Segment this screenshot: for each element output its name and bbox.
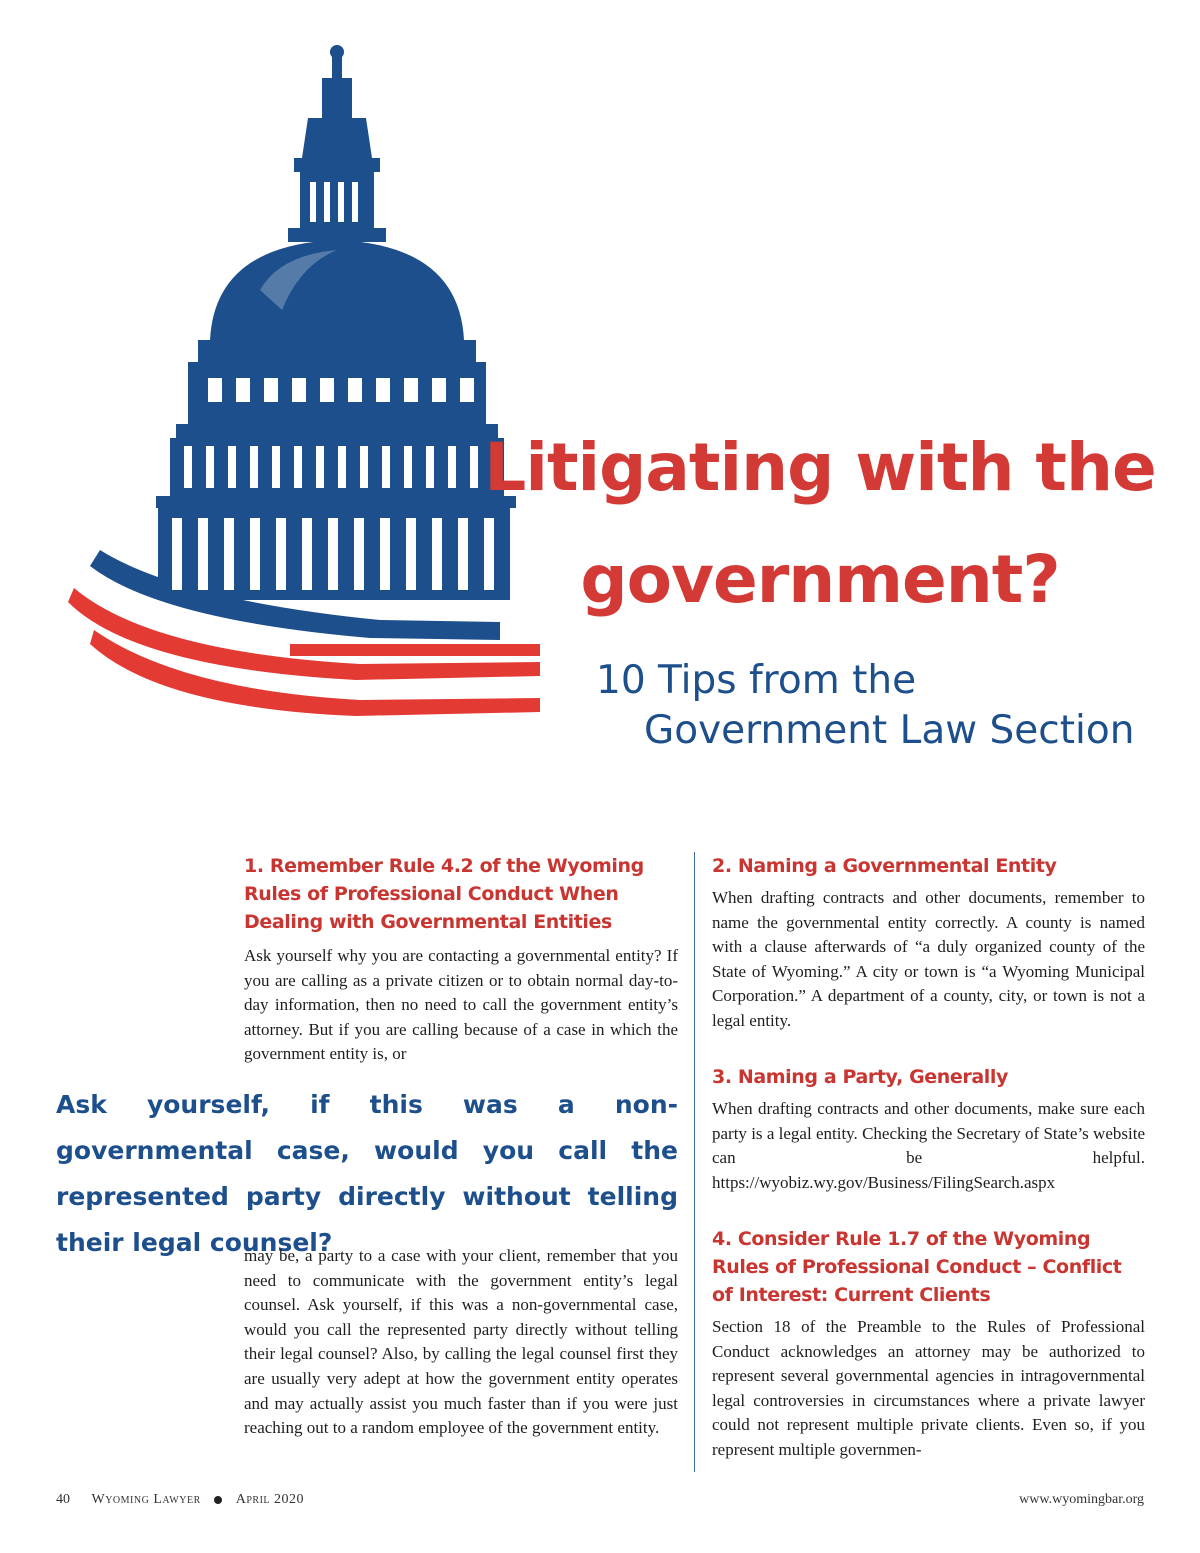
tip-1-body-part-1: Ask yourself why you are contacting a governmental entity? If you are calling as a private citizen or to obtain normal day-to-day information, then no need to call the government entity’s attorney. But if you are calling because of a case in which the government entity is, or: [244, 946, 678, 1064]
publication-name: Wyoming Lawyer: [91, 1492, 201, 1507]
issue-date: April 2020: [235, 1492, 305, 1507]
column-divider: [694, 852, 695, 1472]
subtitle-line-1: 10 Tips from the: [596, 658, 917, 703]
separator-dot-icon: [214, 1496, 222, 1504]
pull-quote: Ask yourself, if this was a non-governmental case, would you call the represented party directly without telling their legal counsel?: [56, 1090, 678, 1257]
page-footer-left: [56, 1492, 304, 1508]
tip-4-heading: 4. Consider Rule 1.7 of the Wyoming Rules of Professional Conduct – Conflict of Interest: Current Clients: [712, 1228, 1122, 1306]
tip-1-section: [244, 852, 678, 1067]
page-number: 40: [56, 1492, 70, 1507]
article-title: [480, 412, 1160, 636]
subtitle-line-2: Government Law Section: [644, 708, 1135, 753]
title-line-1: Litigating with the: [484, 429, 1156, 506]
tip-1-heading: 1. Remember Rule 4.2 of the Wyoming Rules of Professional Conduct When Dealing with Governmental Entities: [244, 855, 644, 933]
tip-3-body: When drafting contracts and other documents, make sure each party is a legal entity. Checking the Secretary of State’s website can be helpful. https://wyobiz.wy.gov/Business/FilingSearch.aspx: [712, 1099, 1145, 1192]
title-line-2: government?: [580, 541, 1060, 618]
tip-3-heading: 3. Naming a Party, Generally: [712, 1066, 1008, 1088]
article-subtitle: [596, 656, 1176, 756]
tip-2-heading: 2. Naming a Governmental Entity: [712, 855, 1057, 877]
tip-2-body: When drafting contracts and other documents, remember to name the governmental entity correctly. A county is named with a clause afterwards of “a duly organized county of the State of Wyoming.” A city or town is “a Wyoming Municipal Corporation.” A department of a county, city, or town is not a legal entity.: [712, 888, 1145, 1030]
tip-3-section: [712, 1063, 1145, 1195]
tip-1-continued: [244, 1244, 678, 1441]
tip-1-body-part-2: may be, a party to a case with your client, remember that you need to communicate with the government entity’s legal counsel. Ask yourself, if this was a non-governmental case, would you call the represented party directly without telling their legal counsel? Also, by calling the legal counsel first they are usually very adept at how the government entity operates and may actually assist you much faster than if you were just reaching out to a random employee of the government entity.: [244, 1246, 678, 1438]
tip-2-section: [712, 852, 1145, 1034]
tip-4-body: Section 18 of the Preamble to the Rules of Professional Conduct acknowledges an attorney may be authorized to represent several governmental agencies in intragovernmental legal controversies in circumstances where a private lawyer could not represent multiple private clients. Even so, if you represent multiple governmen-: [712, 1317, 1145, 1459]
website-url: www.wyomingbar.org: [1019, 1492, 1144, 1507]
tip-4-section: [712, 1225, 1145, 1463]
